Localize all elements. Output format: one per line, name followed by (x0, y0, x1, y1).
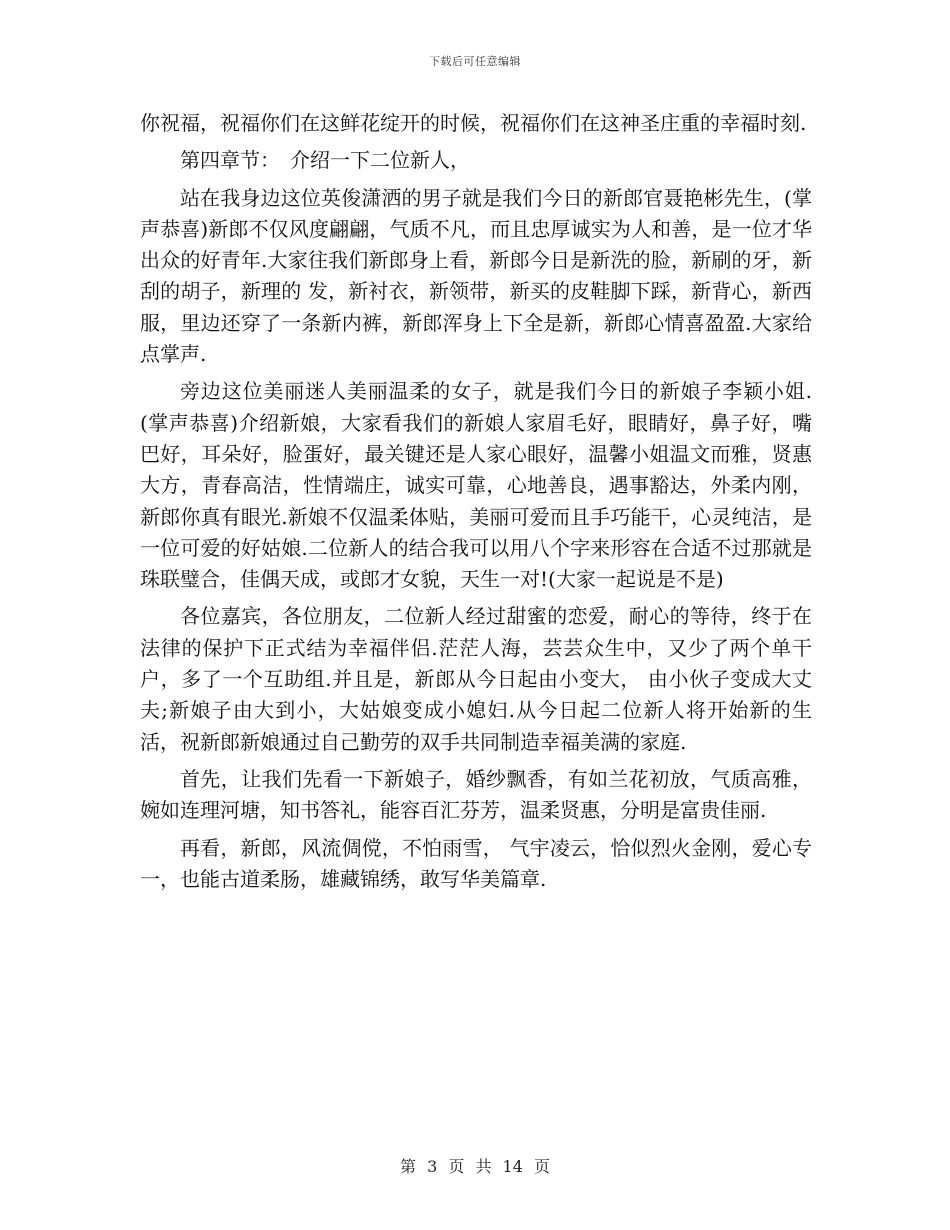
paragraph-guests: 各位嘉宾，各位朋友，二位新人经过甜蜜的恋爱，耐心的等待，终于在法律的保护下正式结为幸福伴侣.茫茫人海，芸芸众生中，又少了两个单干户，多了一个互助组.并且是，新郎从今日起由小变大， 由小伙子变成大丈夫;新娘子由大到小，大姑娘变成小媳妇.从今日起二位新人将开始新的生活，祝新郎新娘通过自己勤劳的双手共同制造幸福美满的家庭. (140, 604, 812, 754)
paragraph-bride: 旁边这位美丽迷人美丽温柔的女子，就是我们今日的新娘子李颖小姐.(掌声恭喜)介绍新娘，大家看我们的新娘人家眉毛好，眼睛好，鼻子好，嘴巴好，耳朵好，脸蛋好，最关键还是人家心眼好，温馨小姐温文而雅，贤惠大方，青春高洁，性情端庄，诚实可靠，心地善良，遇事豁达，外柔内刚，新郎你真有眼光.新娘不仅温柔体贴，美丽可爱而且手巧能干，心灵纯洁，是一位可爱的好姑娘.二位新人的结合我可以用八个字来形容在合适不过那就是珠联璧合，佳偶天成，或郎才女貌，天生一对!(大家一起说是不是) (140, 379, 812, 592)
document-body (140, 108, 812, 901)
section-heading: 第四章节： 介绍一下二位新人， (180, 148, 470, 173)
page-number: 第 3 页 共 14 页 (400, 1157, 550, 1176)
page-header: 下载后可任意编辑 (429, 55, 521, 68)
paragraph-groom: 站在我身边这位英俊潇洒的男子就是我们今日的新郎官聂艳彬先生，(掌声恭喜)新郎不仅风度翩翩，气质不凡，而且忠厚诚实为人和善，是一位才华出众的好青年.大家往我们新郎身上看，新郎今日是新洗的脸，新刷的牙，新刮的胡子，新理的 发，新衬衣，新领带，新买的皮鞋脚下踩，新背心，新西服，里边还穿了一条新内裤，新郎浑身上下全是新，新郎心情喜盈盈.大家给点掌声. (140, 185, 812, 367)
paragraph-bride-look: 首先，让我们先看一下新娘子，婚纱飘香，有如兰花初放，气质高雅，婉如连理河塘，知书答礼，能容百汇芬芳，温柔贤惠，分明是富贵佳丽. (140, 766, 812, 823)
paragraph-groom-look: 再看，新郎，风流倜傥，不怕雨雪， 气宇凌云，恰似烈火金刚，爱心专一，也能古道柔肠，雄藏锦绣，敢写华美篇章. (140, 835, 812, 891)
paragraph-continuation: 你祝福，祝福你们在这鲜花绽开的时候，祝福你们在这神圣庄重的幸福时刻. (140, 111, 807, 135)
